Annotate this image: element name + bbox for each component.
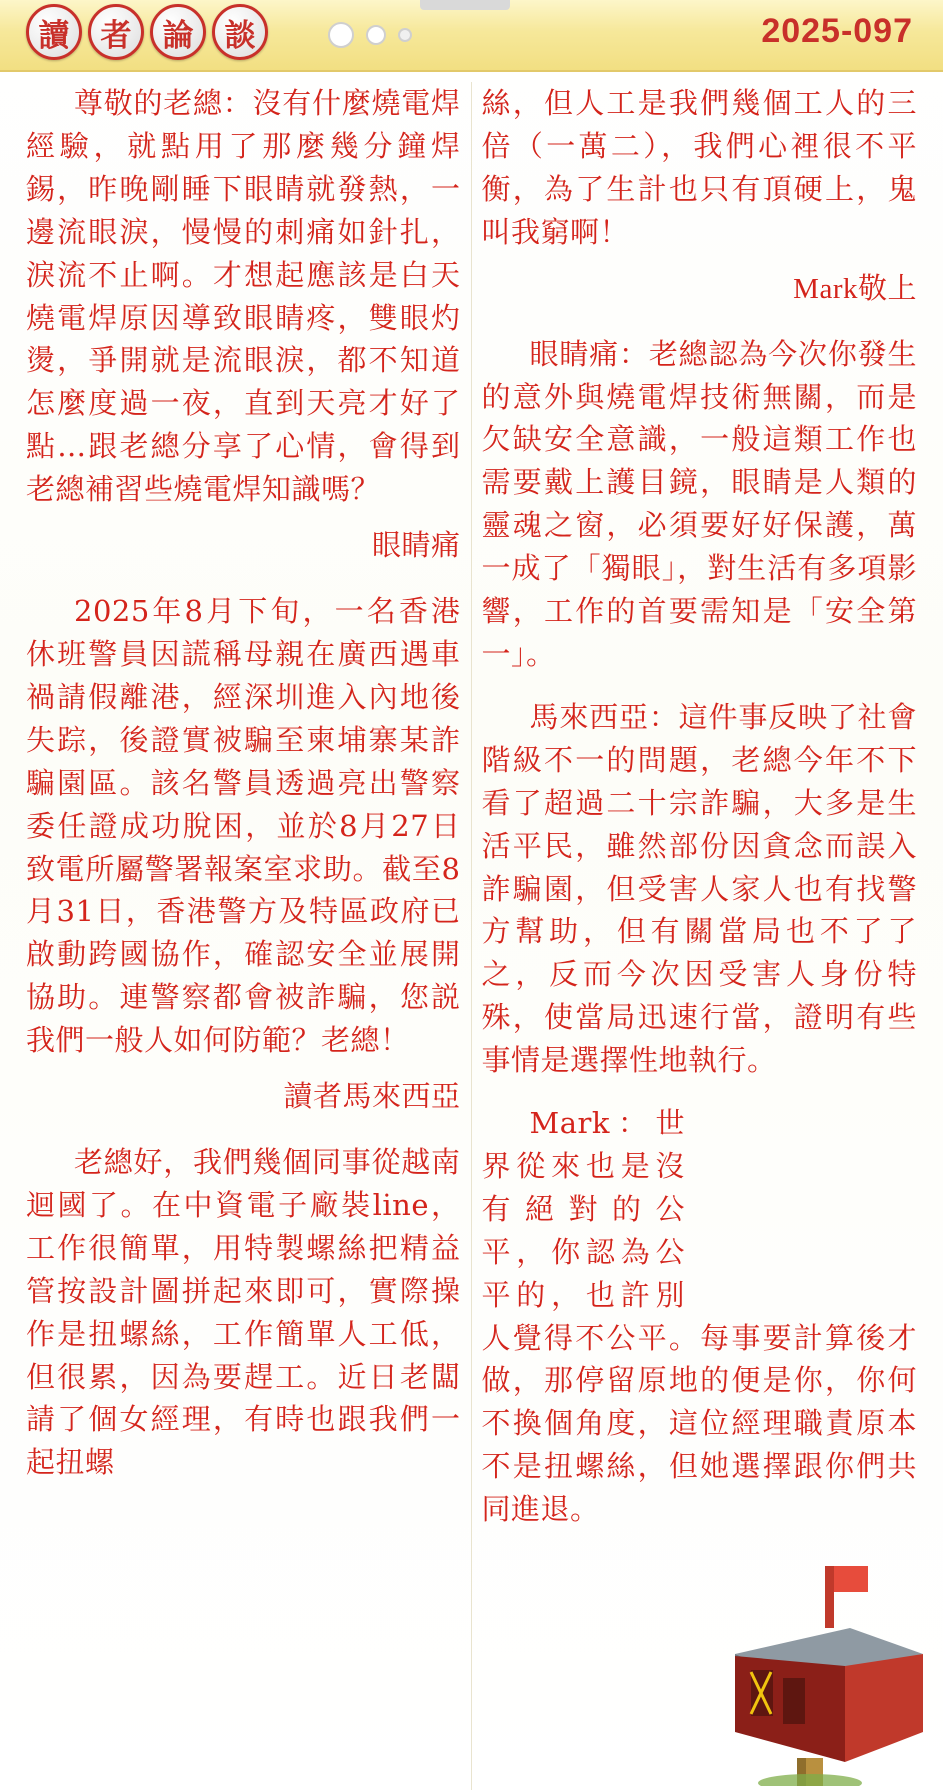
reply-3-paragraph: Mark：世界從來也是沒有絕對的公平，你認為公平的，也許別人覺得不公平。每事要計算後才做，那停留原地的便是你，你何不換個角度，這位經理職責原本不是扭螺絲，但她選擇跟你們共同進退。 (481, 1106, 917, 1527)
illustration-wrap-spacer (685, 1102, 917, 1292)
letter-2-signature: 讀者馬來西亞 (283, 1079, 461, 1114)
right-column (472, 82, 928, 1790)
masthead-char-2: 者 (88, 4, 144, 60)
left-column (16, 82, 472, 1790)
letter-3-signature: Mark敬上 (793, 272, 917, 305)
reply-1-paragraph: 眼睛痛：老總認為今次你發生的意外與燒電焊技術無關，而是欠缺安全意識，一般這類工作也需要戴上護目鏡，眼睛是人類的靈魂之窗，必須要好好保護，萬一成了「獨眼」，對生活有多項影響，工作的首要需知是「安全第一」。 (481, 336, 917, 671)
mailbox-icon (675, 1536, 925, 1786)
page-header (0, 0, 943, 72)
masthead-char-4: 談 (212, 4, 268, 60)
masthead-char-1: 讀 (26, 4, 82, 60)
letter-2-paragraph: 2025年8月下旬，一名香港休班警員因謊稱母親在廣西遇車禍請假離港，經深圳進入內地後失踪，後證實被騙至柬埔寨某詐騙園區。該名警員透過亮出警察委任證成功脫困，並於8月27日致電所屬警署報案室求助。截至8月31日，香港警方及特區政府已啟動跨國協作，確認安全並展開協助。連警察都會被詐騙，您説我們一般人如何防範？老總！ (26, 594, 461, 1058)
masthead (26, 4, 268, 60)
circle-medium-icon (366, 25, 386, 45)
letter-3-paragraph: 老總好，我們幾個同事從越南迴國了。在中資電子廠裝line，工作很簡單，用特製螺絲把精益管按設計圖拼起來即可，實際操作是扭螺絲，工作簡單人工低，但很累，因為要趕工。近日老闆請了個女經理，有時也跟我們一起扭螺 (26, 1145, 461, 1480)
masthead-char-3: 論 (150, 4, 206, 60)
reply-2-paragraph: 馬來西亞：這件事反映了社會階級不一的問題，老總今年不下看了超過二十宗詐騙，大多是生活平民，雖然部份因貪念而誤入詐騙園，但受害人家人也有找警方幫助，但有關當局也不了了之，反而今次因受害人身份特殊，使當局迅速行當，證明有些事情是選擇性地執行。 (481, 699, 917, 1078)
decorative-dots (328, 22, 412, 48)
letter-1-paragraph: 尊敬的老總：沒有什麼燒電焊經驗，就點用了那麼幾分鐘焊錫，昨晚剛睡下眼睛就發熱，一邊流眼淚，慢慢的刺痛如針扎，淚流不止啊。才想起應該是白天燒電焊原因導致眼睛疼，雙眼灼燙，爭開就是流眼淚，都不知道怎麼度過一夜，直到天亮才好了點…跟老總分享了心情，會得到老總補習些燒電焊知識嗎？ (26, 86, 461, 507)
letter-1-signature: 眼睛痛 (371, 528, 461, 563)
tab-strip-decoration (420, 0, 510, 10)
issue-number: 2025-097 (761, 12, 913, 50)
article-body (0, 72, 943, 1790)
letter-3-continuation: 絲，但人工是我們幾個工人的三倍（一萬二），我們心裡很不平衡，為了生計也只有頂硬上，鬼叫我窮啊！ (481, 86, 917, 249)
circle-small-icon (398, 28, 412, 42)
circle-large-icon (328, 22, 354, 48)
